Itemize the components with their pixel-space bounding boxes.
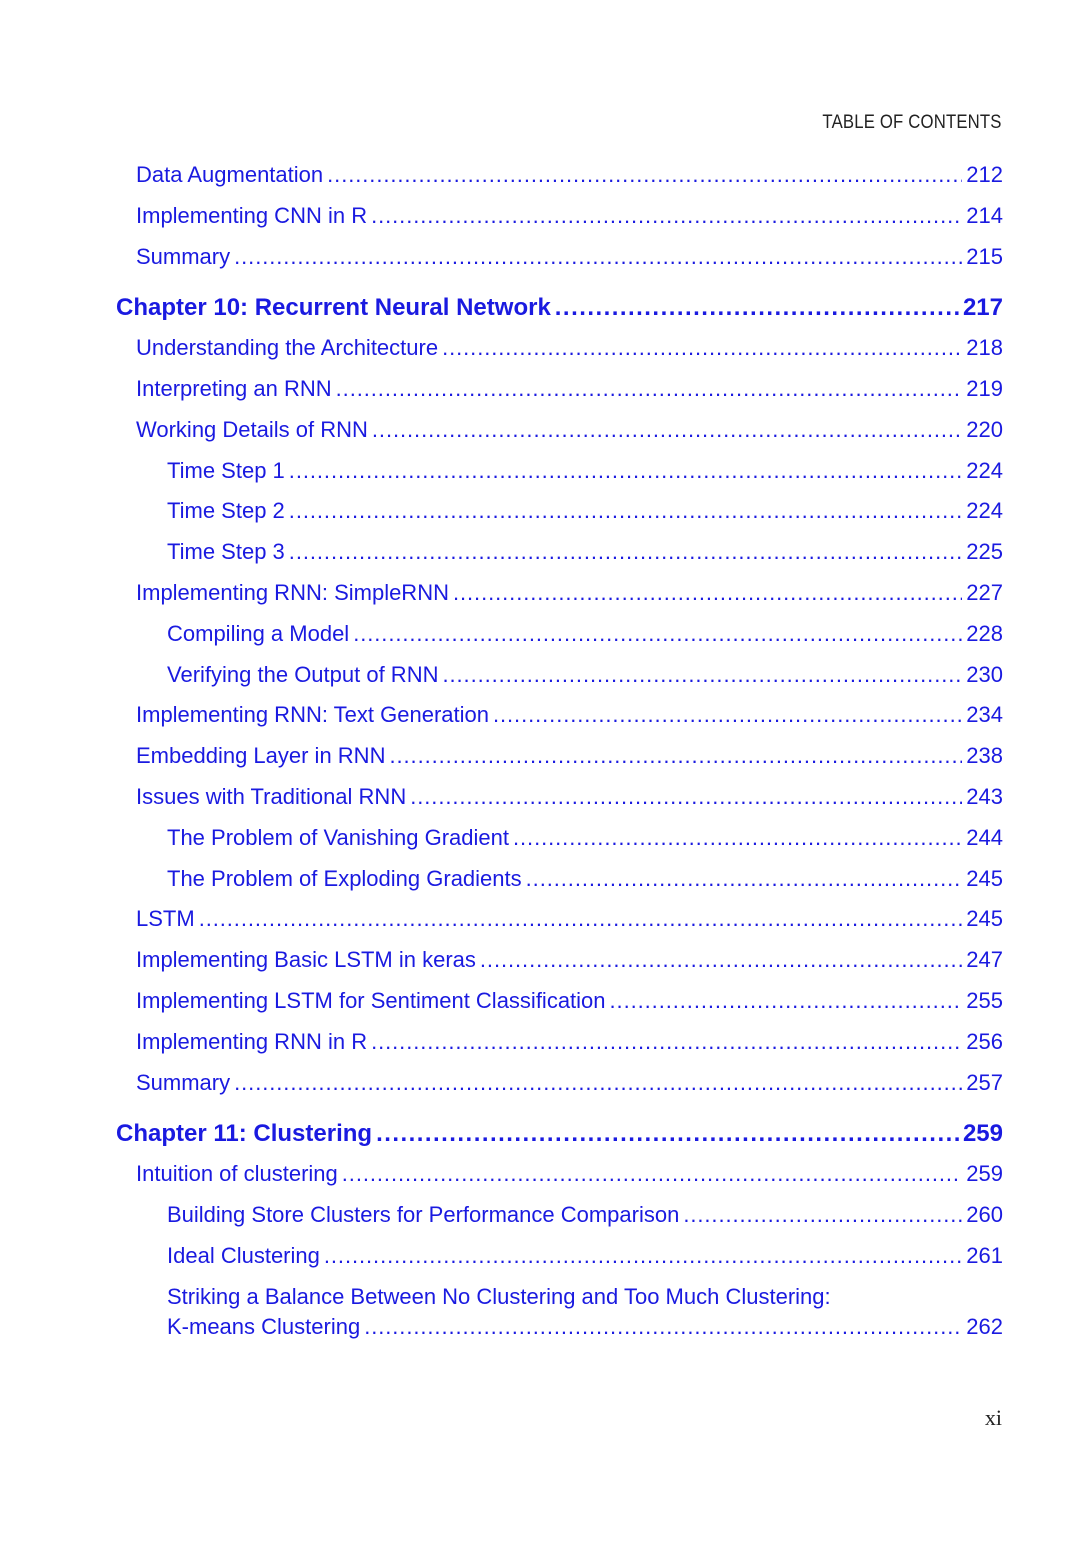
- toc-entry-title: Time Step 3: [167, 539, 285, 565]
- toc-entry-page: 228: [966, 620, 1003, 646]
- toc-entry-title: LSTM: [136, 906, 195, 932]
- toc-entry-title: Understanding the Architecture: [136, 335, 439, 361]
- dot-leader: [410, 788, 962, 810]
- toc-entry-title: The Problem of Vanishing Gradient: [167, 824, 509, 850]
- toc-entry-page: 245: [966, 865, 1003, 891]
- toc-chapter-entry[interactable]: [116, 1120, 1003, 1148]
- dot-leader: [371, 1033, 962, 1055]
- toc-entry-title: Building Store Clusters for Performance Comparison: [167, 1202, 680, 1227]
- toc-entry[interactable]: [136, 162, 1003, 188]
- dot-leader: [234, 248, 962, 270]
- toc-entry-page: 261: [966, 1242, 1003, 1268]
- toc-entry-title: Data Augmentation: [136, 162, 324, 187]
- toc-entry-page: 243: [966, 784, 1003, 809]
- page-number: xi: [984, 1405, 1002, 1430]
- toc-entry-page: 212: [966, 162, 1003, 187]
- toc-entry[interactable]: [136, 417, 1003, 443]
- toc-entry-page: 227: [966, 580, 1003, 605]
- toc-entry-page: 217: [962, 294, 1003, 322]
- dot-leader: [442, 666, 962, 688]
- toc-entry-title: Implementing RNN in R: [136, 1028, 368, 1054]
- toc-entry-title: Time Step 2: [167, 498, 285, 524]
- dot-leader: [372, 421, 962, 443]
- toc-entry-title: Ideal Clustering: [167, 1242, 320, 1268]
- dot-leader: [442, 339, 962, 361]
- toc-entry[interactable]: [167, 1202, 1003, 1228]
- toc-entry[interactable]: [167, 621, 1003, 647]
- toc-entry[interactable]: [136, 702, 1003, 728]
- toc-entry-title: Chapter 10: Recurrent Neural Network: [116, 294, 551, 322]
- dot-leader: [289, 462, 962, 484]
- toc-entry[interactable]: [136, 580, 1003, 606]
- dot-leader: [526, 870, 963, 892]
- toc-entry[interactable]: [167, 458, 1003, 484]
- toc-entry-page: 234: [966, 702, 1003, 728]
- toc-entry-page: 230: [966, 661, 1003, 687]
- toc-entry[interactable]: [136, 988, 1003, 1014]
- toc-entry-page: 224: [966, 498, 1003, 524]
- toc-entry-page: 259: [966, 1161, 1003, 1187]
- toc-entry-page: 260: [966, 1202, 1003, 1227]
- toc-entry-title: Time Step 1: [167, 457, 285, 483]
- toc-entry[interactable]: [136, 1161, 1003, 1187]
- toc-entry[interactable]: [167, 662, 1003, 688]
- toc-entry[interactable]: [136, 1029, 1003, 1055]
- toc-entry-page: 220: [966, 416, 1003, 442]
- toc-entry-page: 224: [966, 457, 1003, 483]
- toc-entry[interactable]: [167, 1243, 1003, 1269]
- toc-entry-page: 218: [966, 335, 1003, 361]
- toc-entry-page: 255: [966, 988, 1003, 1013]
- toc-entry[interactable]: [136, 906, 1003, 932]
- toc-entry-title: Implementing LSTM for Sentiment Classification: [136, 988, 606, 1013]
- toc-entry-page: 214: [966, 202, 1003, 228]
- dot-leader: [480, 951, 962, 973]
- dot-leader: [513, 829, 962, 851]
- dot-leader: [364, 1318, 962, 1340]
- dot-leader: [371, 207, 962, 229]
- toc-entry-title: Working Details of RNN: [136, 416, 368, 442]
- toc-entry[interactable]: [136, 376, 1003, 402]
- toc-entry-title: Intuition of clustering: [136, 1161, 338, 1187]
- toc-entry-title: The Problem of Exploding Gradients: [167, 865, 522, 891]
- dot-leader: [610, 992, 963, 1014]
- toc-entry[interactable]: [167, 539, 1003, 565]
- toc-entry-title: Issues with Traditional RNN: [136, 784, 407, 809]
- toc-entry-title: Implementing RNN: Text Generation: [136, 702, 489, 728]
- toc-entry-page: 259: [962, 1120, 1003, 1148]
- toc-entry[interactable]: [136, 947, 1003, 973]
- toc-entry-page: 262: [966, 1314, 1003, 1339]
- dot-leader: [234, 1074, 962, 1096]
- toc-entry-title: Implementing CNN in R: [136, 202, 368, 228]
- toc-entry-title: Implementing Basic LSTM in keras: [136, 947, 476, 973]
- toc-entry-page: 247: [966, 947, 1003, 973]
- toc-entry-title: Verifying the Output of RNN: [167, 661, 439, 687]
- dot-leader: [389, 747, 962, 769]
- toc-entry[interactable]: [136, 335, 1003, 361]
- toc-entry-page: 256: [966, 1028, 1003, 1054]
- toc-entry-title: Summary: [136, 243, 231, 269]
- toc-entry[interactable]: [136, 784, 1003, 810]
- toc-entry[interactable]: [136, 244, 1003, 270]
- toc-entry-page: 219: [966, 376, 1003, 401]
- toc-entry[interactable]: [136, 743, 1003, 769]
- toc-entry-page: 225: [966, 539, 1003, 565]
- toc-entry-title-line2: K-means Clustering: [167, 1314, 361, 1339]
- dot-leader: [327, 166, 962, 188]
- toc-entry-page: 245: [966, 906, 1003, 932]
- toc-entry-title: Implementing RNN: SimpleRNN: [136, 580, 449, 605]
- toc-entry-title: Summary: [136, 1069, 231, 1095]
- toc-entry[interactable]: [167, 498, 1003, 524]
- dot-leader: [342, 1165, 963, 1187]
- dot-leader: [683, 1206, 962, 1228]
- toc-entry-title-line1: Striking a Balance Between No Clustering and Too Much Clustering:: [167, 1284, 831, 1309]
- dot-leader: [353, 625, 962, 647]
- toc-entry-multiline[interactable]: [167, 1284, 1003, 1340]
- toc-entry-page: 238: [966, 743, 1003, 769]
- dot-leader: [555, 298, 959, 322]
- toc-entry[interactable]: [167, 825, 1003, 851]
- dot-leader: [376, 1124, 959, 1148]
- dot-leader: [289, 543, 962, 565]
- dot-leader: [336, 380, 963, 402]
- running-head: TABLE OF CONTENTS: [822, 112, 1002, 133]
- dot-leader: [493, 706, 962, 728]
- toc-entry-title: Interpreting an RNN: [136, 376, 332, 401]
- toc-entry-title: Chapter 11: Clustering: [116, 1120, 373, 1148]
- dot-leader: [199, 910, 963, 932]
- toc-entry-page: 215: [966, 243, 1003, 269]
- dot-leader: [324, 1247, 962, 1269]
- toc-entry-page: 257: [966, 1069, 1003, 1095]
- toc-entry-title: Embedding Layer in RNN: [136, 743, 386, 769]
- toc-entry[interactable]: [167, 866, 1003, 892]
- toc-entry-page: 244: [966, 824, 1003, 850]
- toc-entry-title: Compiling a Model: [167, 620, 350, 646]
- toc-chapter-entry[interactable]: [116, 294, 1003, 322]
- dot-leader: [289, 502, 962, 524]
- dot-leader: [453, 584, 962, 606]
- toc-entry[interactable]: [136, 203, 1003, 229]
- toc-entry[interactable]: [136, 1070, 1003, 1096]
